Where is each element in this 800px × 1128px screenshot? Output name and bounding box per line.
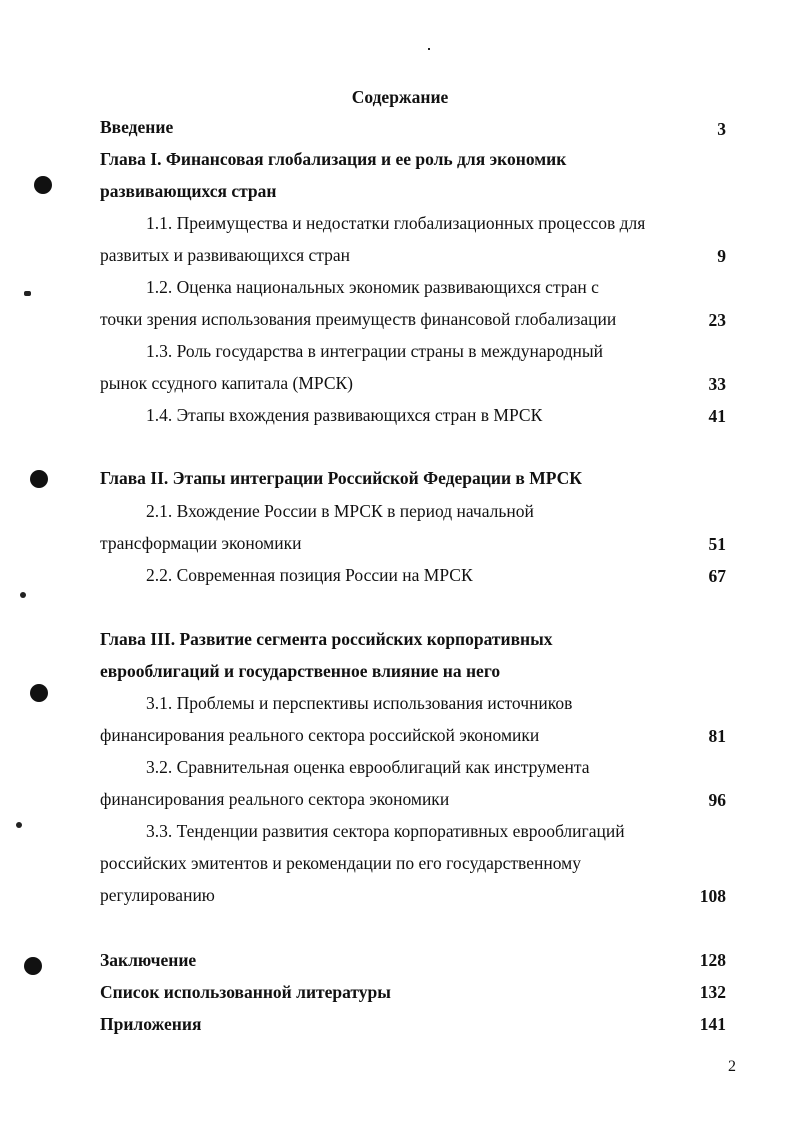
toc-entry-3-1: 3.1. Проблемы и перспективы использования источников bbox=[146, 693, 573, 713]
chapter3-title: Глава III. Развитие сегмента российских корпоративных bbox=[100, 629, 553, 649]
binder-hole bbox=[30, 684, 48, 702]
toc-page-1-1: 9 bbox=[717, 246, 726, 266]
scan-speck bbox=[20, 592, 26, 598]
toc-page-1-2: 23 bbox=[708, 310, 726, 330]
toc-page-intro: 3 bbox=[717, 119, 726, 139]
toc-page-2-1: 51 bbox=[708, 534, 726, 554]
toc-entry-3-2-cont: финансирования реального сектора экономики bbox=[100, 789, 450, 809]
toc-page-appendices: 141 bbox=[699, 1014, 726, 1034]
toc-entry-3-1-cont: финансирования реального сектора российской экономики bbox=[100, 725, 540, 745]
toc-entry-1-2: 1.2. Оценка национальных экономик развивающихся стран с bbox=[146, 277, 599, 297]
toc-page-1-4: 41 bbox=[708, 406, 726, 426]
chapter2-title: Глава II. Этапы интеграции Российской Федерации в МРСК bbox=[100, 468, 582, 488]
toc-entry-1-1-cont: развитых и развивающихся стран bbox=[100, 245, 351, 265]
toc-entry-2-1: 2.1. Вхождение России в МРСК в период начальной bbox=[146, 501, 534, 521]
toc-entry-3-3: 3.3. Тенденции развития сектора корпоративных еврооблигаций bbox=[146, 821, 625, 841]
chapter1-title: Глава I. Финансовая глобализация и ее роль для экономик bbox=[100, 149, 567, 169]
toc-entry-2-2: 2.2. Современная позиция России на МРСК bbox=[146, 565, 473, 585]
scan-speck bbox=[428, 48, 430, 50]
toc-entry-1-2-cont: точки зрения использования преимуществ финансовой глобализации bbox=[100, 309, 617, 329]
toc-entry-1-1: 1.1. Преимущества и недостатки глобализационных процессов для bbox=[146, 213, 646, 233]
toc-page-3-2: 96 bbox=[708, 790, 726, 810]
toc-entry-intro: Введение bbox=[100, 117, 174, 137]
toc-page-3-3: 108 bbox=[699, 886, 726, 906]
chapter3-title-cont: еврооблигаций и государственное влияние на него bbox=[100, 661, 501, 681]
toc-page-1-3: 33 bbox=[708, 374, 726, 394]
binder-hole bbox=[34, 176, 52, 194]
toc-entry-3-2: 3.2. Сравнительная оценка еврооблигаций как инструмента bbox=[146, 757, 590, 777]
toc-entry-1-3-cont: рынок ссудного капитала (МРСК) bbox=[100, 373, 354, 393]
toc-entry-1-3: 1.3. Роль государства в интеграции страны в международный bbox=[146, 341, 603, 361]
toc-entry-3-3-cont2: регулированию bbox=[100, 885, 215, 905]
toc-entry-1-4: 1.4. Этапы вхождения развивающихся стран в МРСК bbox=[146, 405, 543, 425]
page-number: 2 bbox=[728, 1058, 736, 1075]
toc-entry-3-3-cont: российских эмитентов и рекомендации по его государственному bbox=[100, 853, 581, 873]
toc-page-2-2: 67 bbox=[708, 566, 726, 586]
scan-speck bbox=[16, 822, 22, 828]
toc-entry-appendices: Приложения bbox=[100, 1014, 202, 1034]
toc-page-references: 132 bbox=[699, 982, 726, 1002]
toc-entry-2-1-cont: трансформации экономики bbox=[100, 533, 302, 553]
binder-hole bbox=[30, 470, 48, 488]
toc-entry-conclusion: Заключение bbox=[100, 950, 197, 970]
scan-speck bbox=[24, 291, 31, 296]
binder-hole bbox=[24, 957, 42, 975]
toc-page-conclusion: 128 bbox=[699, 950, 726, 970]
page-title: Содержание bbox=[351, 87, 449, 107]
toc-entry-references: Список использованной литературы bbox=[100, 982, 391, 1002]
toc-page-3-1: 81 bbox=[708, 726, 726, 746]
chapter1-title-cont: развивающихся стран bbox=[100, 181, 277, 201]
